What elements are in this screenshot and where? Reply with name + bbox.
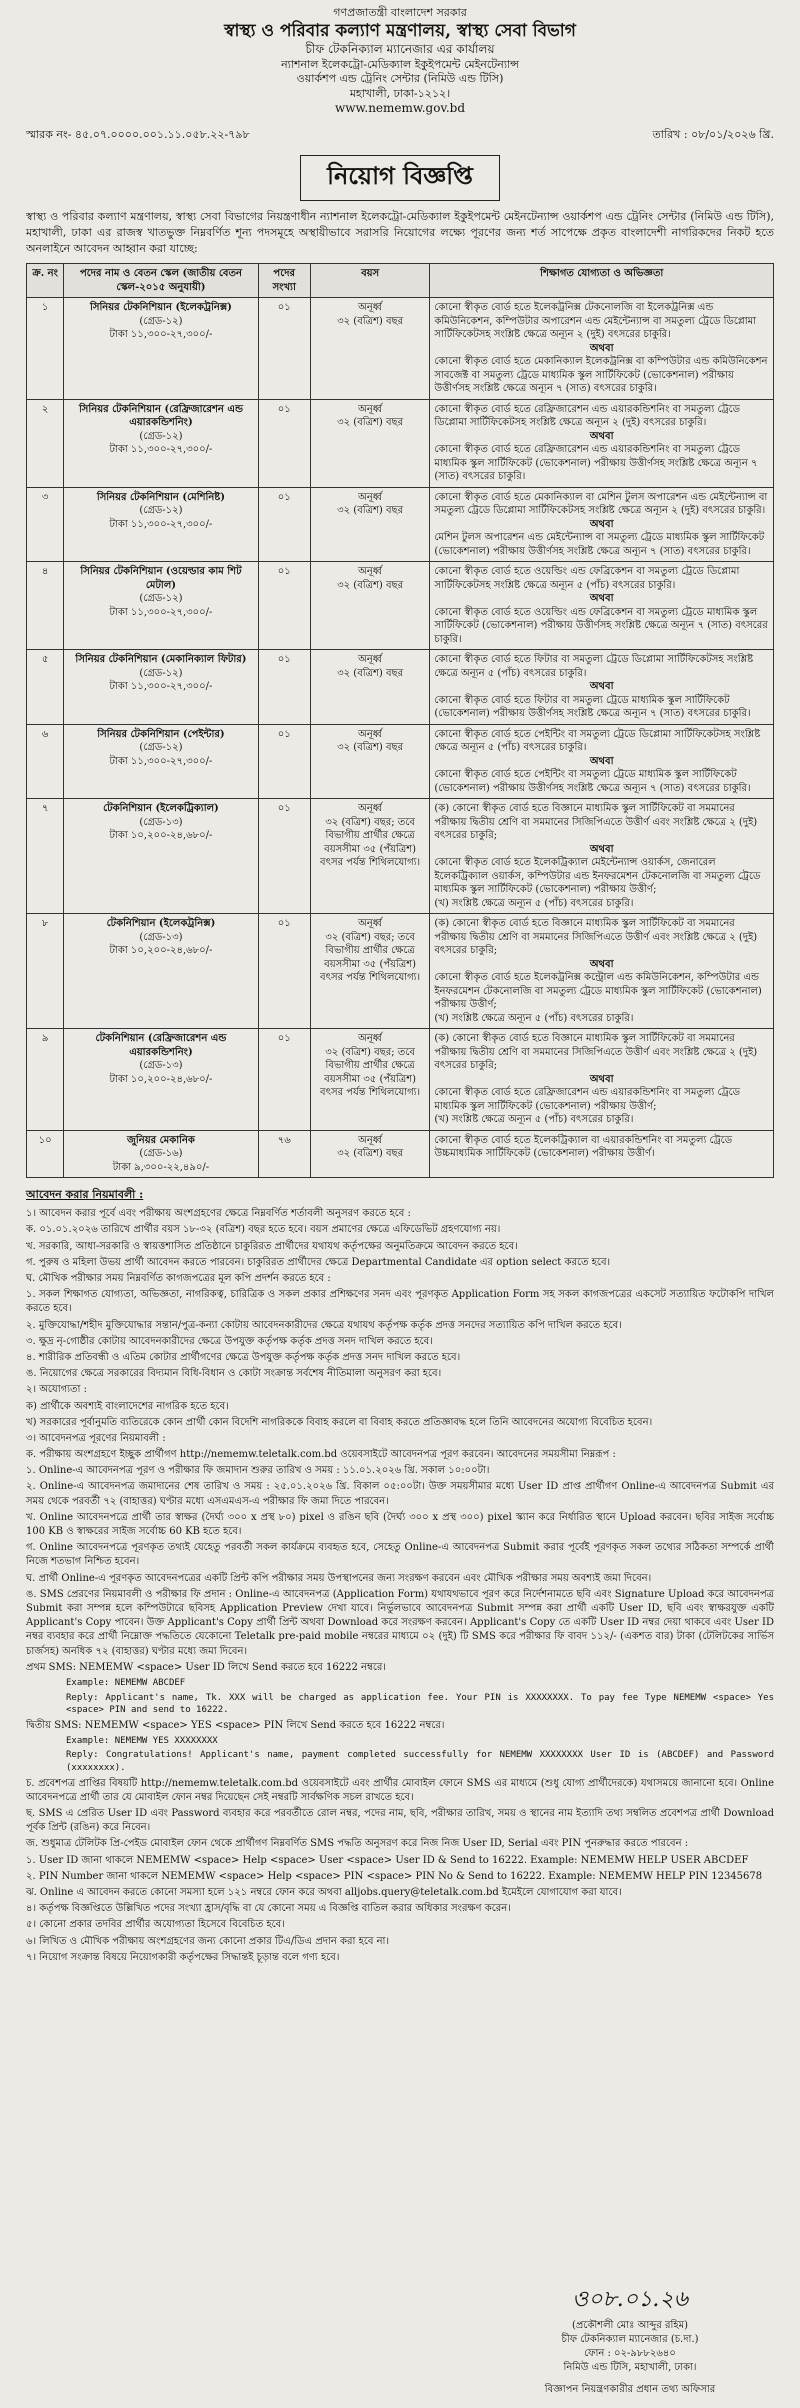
table-row (27, 799, 774, 914)
cell-qualification (430, 298, 774, 400)
office-line: চীফ টেকনিক্যাল ম্যানেজার এর কার্যালয় (305, 42, 495, 57)
rule-item: চ. প্রবেশপত্র প্রাপ্তির বিষয়টি http://nememw.teletalk.com.bd ওয়েবসাইটে এবং প্রার্থীর মোবাইল ফোনে SMS এর মাধ্যমে (শুধু যোগ্য প্রার্থীদেরকে) যথাসময়ে জানানো হবে। Online আবেদনপত্রে প্রার্থী তার যে মোবাইল ফোন নম্বর দিয়েছেন সেই নম্বরটি সার্বক্ষণিক সচল রাখতে হবে। (26, 1777, 774, 1803)
serial-no: ৯ (41, 1033, 49, 1045)
cell-serial (27, 1029, 64, 1131)
cell-post (64, 650, 258, 725)
post-pay-scale: টাকা ১১,৩০০-২৭,৩০০/- (109, 755, 213, 767)
cell-age (310, 650, 430, 725)
col-post: পদের নাম ও বেতন স্কেল (জাতীয় বেতন স্কেল-২০১৫ অনুযায়ী) (64, 264, 258, 298)
qualification-text: কোনো স্বীকৃত বোর্ড হতে ফিটার বা সমতুল্য ট্রেডে মাধ্যমিক স্কুল সার্টিফিকেট (ভোকেশনাল) পরীক্ষায় উত্তীর্ণসহ সংশ্লিষ্ট ক্ষেত্রে অন্যূন ৭ (সাত) বৎসরের চাকুরি। (434, 694, 751, 720)
post-grade: (গ্রেড-১৩) (139, 1060, 183, 1072)
org-line: ন্যাশনাল ইলেকট্রো-মেডিক্যাল ইকুইপমেন্ট মেইনটেন্যান্স (281, 57, 519, 71)
qualification-text: (খ) সংশ্লিষ্ট ক্ষেত্রে অন্যূন ৫ (পাঁচ) বৎসরের চাকুরি। (434, 1114, 634, 1126)
cell-age (310, 724, 430, 799)
qualification-text: কোনো স্বীকৃত বোর্ড হতে মেকানিক্যাল ইলেকট্রনিক্স বা কম্পিউটার এন্ড কমিউনিকেশন সাবজেক্ট বা সমতুল্য ট্রেডে মাধ্যমিক স্কুল সার্টিফিকেট (ভোকেশনাল) পরীক্ষায় উত্তীর্ণসহ সংশ্লিষ্ট ক্ষেত্রে অন্যূন ৭ (সাত) বৎসরের চাকুরি। (434, 356, 768, 395)
post-count: ০১ (277, 566, 291, 578)
post-name: জুনিয়র মেকানিক (126, 1134, 195, 1146)
serial-no: ৫ (41, 654, 49, 666)
serial-no: ২ (41, 403, 49, 415)
post-count: ০১ (277, 491, 291, 503)
rule-item: Reply: Applicant's name, Tk. XXX will be charged as application fee. Your PIN is XXXXXXXX. To pay fee Type NEMEMW <space> Yes <space> PIN and send to 16222. (66, 1692, 774, 1716)
post-grade: (গ্রেড-১২) (139, 667, 183, 679)
signature-block (520, 2285, 740, 2397)
cell-count (258, 298, 310, 400)
qualification-text: কোনো স্বীকৃত বোর্ড হতে পেইন্টিং বা সমতুল্য ট্রেডে মাধ্যমিক স্কুল সার্টিফিকেট (ভোকেশনাল) পরীক্ষায় উত্তীর্ণসহ সংশ্লিষ্ট ক্ষেত্রে অন্যূন ৭ (সাত) বৎসরের চাকুরি। (434, 769, 751, 794)
serial-no: ১ (41, 302, 49, 314)
rule-item: ক) প্রার্থীকে অবশ্যই বাংলাদেশের নাগরিক হতে হবে। (26, 1400, 229, 1412)
rule-item: ২. Online-এ আবেদনপত্র জমাদানের শেষ তারিখ ও সময় : ২৫.০১.২০২৬ খ্রি. বিকাল ০৫:০০টা। উক্ত সময়সীমার মধ্যে User ID প্রাপ্ত প্রার্থীগণ Online-এ আবেদনপত্র Submit এর সময় থেকে পরবর্তী ৭২ (বাহাত্তর) ঘণ্টার মধ্যে এসএমএস-এ পরীক্ষার ফি জমা দিতে পারবেন। (26, 1481, 774, 1507)
distribution-line: বিজ্ঞাপন নিয়ন্ত্রণকারীর প্রধান তথ্য অফিসার (544, 2384, 716, 2395)
cell-qualification (430, 487, 774, 562)
cell-post (64, 487, 258, 562)
cell-serial (27, 650, 64, 725)
post-pay-scale: টাকা ১১,৩০০-২৭,৩০০/- (109, 329, 213, 341)
qualification-text: কোনো স্বীকৃত বোর্ড হতে ওয়েল্ডিং এন্ড ফেব্রিকেশন বা সমতুল্য ট্রেডে মাধ্যমিক স্কুল সার্টিফিকেট (ভোকেশনাল) পরীক্ষায় উত্তীর্ণসহ সংশ্লিষ্ট ক্ষেত্রে অন্যূন ৭ (সাত) বৎসরের চাকুরি। (434, 606, 768, 645)
rule-item: ৩. ক্ষুদ্র নৃ-গোষ্ঠীর কোটায় আবেদনকারীদের ক্ষেত্রে উপযুক্ত কর্তৃপক্ষ কর্তৃক প্রদত্ত সনদ দাখিল করতে হবে। (26, 1335, 433, 1347)
signer-org: নিমিউ এন্ড টিসি, মহাখালী, ঢাকা। (563, 2362, 697, 2373)
post-count: ০১ (277, 1033, 291, 1045)
cell-age (310, 799, 430, 914)
cell-qualification (430, 724, 774, 799)
rule-item: ঘ. মৌখিক পরীক্ষার সময় নিম্নবর্ণিত কাগজপত্রের মূল কপি প্রদর্শন করতে হবে : (26, 1273, 331, 1285)
cell-post (64, 298, 258, 400)
qualification-text: কোনো স্বীকৃত বোর্ড হতে ফিটার বা সমতুল্য ট্রেডে ডিপ্লোমা সার্টিফিকেটসহ সংশ্লিষ্ট ক্ষেত্রে অন্যূন ৫ (পাঁচ) বৎসরের চাকুরি। (434, 654, 754, 679)
cell-qualification (430, 1029, 774, 1131)
rule-item: ২। অযোগ্যতা : (26, 1384, 88, 1396)
table-row (27, 1130, 774, 1178)
rule-item: ১। আবেদন করার পূর্বে এবং পরীক্ষায় অংশগ্রহণের ক্ষেত্রে নিম্নবর্ণিত শর্তাবলী অনুসরণ করতে হবে : (26, 1208, 411, 1220)
serial-no: ৬ (41, 728, 49, 740)
or-separator: অথবা (589, 958, 614, 970)
age-limit: ৩২ (বত্রিশ) বছর; তবে বিভাগীয় প্রার্থীর ক্ষেত্রে বয়সসীমা ৩৫ (পঁয়ত্রিশ) বৎসর পর্যন্ত শিথিলযোগ্য। (320, 816, 421, 869)
qualification-text: কোনো স্বীকৃত বোর্ড হতে ইলেকট্রনিক্স কন্ট্রোল এন্ড কমিউনিকেশন, কম্পিউটার এন্ড ইনফরমেশন টেকনোলজি বা সমতুল্য ট্রেডে মাধ্যমিক স্কুল সার্টিফিকেট (ভোকেশনাল) পরীক্ষায় উত্তীর্ণ; (434, 972, 762, 1011)
or-separator: অথবা (589, 430, 614, 442)
qualification-text: কোনো স্বীকৃত বোর্ড হতে মেকানিক্যাল বা মেশিন টুলস অপারেশন এন্ড মেইন্টেন্যান্স বা সমতুল্য ট্রেডে ডিপ্লোমা সার্টিফিকেটসহ সংশ্লিষ্ট ক্ষেত্রে অন্যূন ২ (দুই) বৎসরের চাকুরি। (434, 491, 768, 517)
rule-item: Reply: Congratulations! Applicant's name, payment completed successfully for NEMEMW XXXXXXXX User ID is (ABCDEF) and Password (xxxxxxxx). (66, 1750, 774, 1774)
ministry-line: স্বাস্থ্য ও পরিবার কল্যাণ মন্ত্রণালয়, স্বাস্থ্য সেবা বিভাগ (224, 21, 576, 42)
post-name: সিনিয়র টেকনিশিয়ান (মেশিনিষ্ট) (96, 491, 226, 503)
table-row (27, 487, 774, 562)
serial-no: ১০ (38, 1134, 52, 1146)
age-limit-label: অনূর্ধ্ব (358, 918, 383, 930)
post-grade: (গ্রেড-১২) (139, 505, 183, 517)
rule-item: ছ. SMS এ প্রেরিত User ID এবং Password ব্যবহার করে পরবর্তীতে রোল নম্বর, পদের নাম, ছবি, পরীক্ষার তারিখ, সময় ও স্থানের নাম ইত্যাদি তথ্য সম্বলিত প্রবেশপত্র প্রার্থী Download পূর্বক প্রিন্ট (রঙিন) করে নিবেন। (26, 1808, 774, 1834)
rule-item: ঙ. SMS প্রেরণের নিয়মাবলী ও পরীক্ষার ফি প্রদান : Online-এ আবেদনপত্র (Application Form) যথাযথভাবে পূরণ করে নির্দেশনামতে ছবি এবং Signature Upload করে আবেদনপত্র Submit করা সম্পন্ন হলে কম্পিউটারে ছবিসহ Application Preview দেখা যাবে। নির্ভুলভাবে আবেদনপত্র Submit সম্পন্ন করা প্রার্থী একটি User ID, ছবি এবং স্বাক্ষরযুক্ত একটি Applicant's Copy পাবেন। উক্ত Applicant's Copy প্রার্থী প্রিন্ট অথবা Download করে সংরক্ষণ করবেন। Applicant's Copy তে একটি User ID নম্বর দেয়া থাকবে এবং User ID নম্বর ব্যবহার করে প্রার্থী নিম্নোক্ত পদ্ধতিতে যেকোনো Teletalk pre-paid mobile নম্বরের মাধ্যমে ০২ (দুই) টি SMS করে পরীক্ষার ফি বাবদ ১১২/- (একশত বার) টাকা (টেলিটকের সার্ভিস চার্জসহ) অনধিক ৭২ (বাহাত্তর) ঘণ্টার মধ্যে জমা দিবেন। (26, 1588, 774, 1657)
rule-item: ক. পরীক্ষায় অংশগ্রহণে ইচ্ছুক প্রার্থীগণ http://nememw.teletalk.com.bd ওয়েবসাইটে আবেদনপত্র পূরণ করবেন। আবেদনের সময়সীমা নিম্নরূপ : (26, 1449, 616, 1461)
post-count: ০১ (277, 302, 291, 314)
cell-count (258, 914, 310, 1029)
age-limit-label: অনূর্ধ্ব (358, 302, 383, 314)
qualification-text: (ক) কোনো স্বীকৃত বোর্ড হতে বিজ্ঞানে মাধ্যমিক স্কুল সার্টিফিকেট বা সমমানের পরীক্ষায় দ্বিতীয় শ্রেণি বা সমমানের সিজিপিএতে উত্তীর্ণ এবং সংশ্লিষ্ট ক্ষেত্রে ২ (দুই) বৎসরের চাকুরি; (434, 1033, 758, 1072)
age-limit-label: অনূর্ধ্ব (358, 803, 383, 815)
post-pay-scale: টাকা ৯,৩০০-২২,৪৯০/- (112, 1161, 210, 1173)
cell-qualification (430, 1130, 774, 1178)
post-grade: (গ্রেড-১৩) (139, 931, 183, 943)
rule-item: Example: NEMEMW YES XXXXXXXX (66, 1735, 218, 1746)
rule-item: ১. Online-এ আবেদনপত্র পূরণ ও পরীক্ষার ফি জমাদান শুরুর তারিখ ও সময় : ১১.০১.২০২৬ খ্রি. সকাল ১০:০০টা। (26, 1465, 490, 1477)
cell-count (258, 562, 310, 650)
cell-qualification (430, 650, 774, 725)
qualification-text: মেশিন টুলস অপারেশন এন্ড মেইন্টেন্যান্স বা সমতুল্য ট্রেডে মাধ্যমিক স্কুল সার্টিফিকেট (ভোকেশনাল) পরীক্ষায় উত্তীর্ণসহ সংশ্লিষ্ট ক্ষেত্রে অন্যূন ৭ (সাত) বৎসরের চাকুরি। (434, 532, 765, 557)
cell-post (64, 399, 258, 487)
cell-serial (27, 562, 64, 650)
col-serial: ক্র. নং (27, 264, 64, 298)
cell-post (64, 562, 258, 650)
age-limit-label: অনূর্ধ্ব (358, 728, 383, 740)
post-name: টেকনিশিয়ান (রেফ্রিজারেশন এন্ড এয়ারকন্ডিশনিং) (95, 1033, 227, 1058)
workshop-line: ওয়ার্কশপ এন্ড ট্রেনিং সেন্টার (নিমিউ এন্ড টিসি) (296, 72, 504, 86)
or-separator: অথবা (589, 843, 614, 855)
cell-count (258, 799, 310, 914)
cell-count (258, 650, 310, 725)
age-limit: ৩২ (বত্রিশ) বছর (337, 315, 404, 327)
age-limit: ৩২ (বত্রিশ) বছর (337, 417, 404, 429)
post-name: টেকনিশিয়ান (ইলেকট্রিক্যাল) (103, 803, 219, 815)
col-qualification: শিক্ষাগত যোগ্যতা ও অভিজ্ঞতা (430, 264, 774, 298)
qualification-text: কোনো স্বীকৃত বোর্ড হতে রেফ্রিজারেশন এন্ড এয়ারকন্ডিশনিং বা সমতুল্য ট্রেডে ডিপ্লোমা সার্টিফিকেটসহ সংশ্লিষ্ট ক্ষেত্রে অন্যূন ২ (দুই) বৎসরের চাকুরি। (434, 403, 741, 429)
rule-item: ১. সকল শিক্ষাগত যোগ্যতা, অভিজ্ঞতা, নাগরিকত্ব, চারিত্রিক ও সকল প্রকার প্রশিক্ষণের সনদ এবং পূরণকৃত Application Form সহ সকল কাগজপত্রের একসেট সত্যায়িত ফটোকপি দাখিল করতে হবে। (26, 1289, 774, 1315)
post-grade: (গ্রেড-১২) (139, 593, 183, 605)
cell-serial (27, 724, 64, 799)
age-limit: ৩২ (বত্রিশ) বছর (337, 579, 404, 591)
rule-item: গ. পুরুষ ও মহিলা উভয় প্রার্থী আবেদন করতে পারবেন। চাকুরিরত প্রার্থীদের ক্ষেত্রে Departmental Candidate এর option select করতে হবে। (26, 1256, 611, 1268)
cell-count (258, 724, 310, 799)
notice-title: নিয়োগ বিজ্ঞপ্তি (300, 155, 500, 201)
cell-qualification (430, 562, 774, 650)
col-count: পদের সংখ্যা (258, 264, 310, 298)
table-row (27, 724, 774, 799)
reference-row (26, 126, 774, 145)
cell-serial (27, 298, 64, 400)
rule-item: ২. মুক্তিযোদ্ধা/শহীদ মুক্তিযোদ্ধার সন্তান/পুত্র-কন্যা কোটায় আবেদনকারীদের ক্ষেত্রে যথাযথ কর্তৃপক্ষ কর্তৃক প্রদত্ত সনদের সত্যায়িত কপি দাখিল করতে হবে। (26, 1319, 622, 1331)
or-separator: অথবা (589, 518, 614, 530)
post-name: সিনিয়র টেকনিশিয়ান (মেকানিক্যাল ফিটার) (75, 654, 247, 666)
signer-designation: চীফ টেকনিক্যাল ম্যানেজার (চ.দা.) (561, 2334, 699, 2345)
post-grade: (গ্রেড-১২) (139, 315, 183, 327)
cell-age (310, 298, 430, 400)
rule-item: ৫। কোনো প্রকার তদবির প্রার্থীর অযোগ্যতা হিসেবে বিবেচিত হবে। (26, 1919, 285, 1931)
table-row (27, 914, 774, 1029)
post-pay-scale: টাকা ১০,২০০-২৪,৬৮০/- (109, 945, 213, 957)
rule-item: ৭। নিয়োগ সংক্রান্ত বিষয়ে নিয়োগকারী কর্তৃপক্ষের সিদ্ধান্তই চূড়ান্ত বলে গণ্য হবে। (26, 1951, 340, 1963)
cell-age (310, 914, 430, 1029)
rule-item: ক. ০১.০১.২০২৬ তারিখে প্রার্থীর বয়স ১৮-৩২ (বত্রিশ) বছর হতে হবে। বয়স প্রমাণের ক্ষেত্রে এফিডেভিট গ্রহণযোগ্য নয়। (26, 1224, 501, 1236)
or-separator: অথবা (589, 755, 614, 767)
serial-no: ৪ (41, 566, 49, 578)
rule-item: ৪। কর্তৃপক্ষ বিজ্ঞপ্তিতে উল্লিখিত পদের সংখ্যা হ্রাস/বৃদ্ধি বা যে কোনো সময় এ বিজ্ঞপ্তি বাতিল করার অধিকার সংরক্ষণ করেন। (26, 1903, 511, 1915)
cell-age (310, 562, 430, 650)
cell-count (258, 1029, 310, 1131)
post-count: ৭৬ (277, 1134, 291, 1146)
rule-item: ঝ. Online এ আবেদন করতে কোনো সমস্যা হলে ১২১ নম্বরে ফোন করে অথবা alljobs.query@teletalk.com.bd ইমেইলে যোগাযোগ করা যাবে। (26, 1886, 622, 1898)
or-separator: অথবা (589, 1073, 614, 1085)
table-row (27, 298, 774, 400)
age-limit-label: অনূর্ধ্ব (358, 1134, 383, 1146)
age-limit-label: অনূর্ধ্ব (358, 566, 383, 578)
rule-item: ৩। আবেদনপত্র পূরণের নিয়মাবলী : (26, 1432, 166, 1444)
cell-qualification (430, 399, 774, 487)
post-count: ০১ (277, 803, 291, 815)
rule-item: Example: NEMEMW ABCDEF (66, 1677, 186, 1688)
col-age: বয়স (310, 264, 430, 298)
cell-age (310, 399, 430, 487)
post-grade: (গ্রেড-১২) (139, 430, 183, 442)
age-limit-label: অনূর্ধ্ব (358, 403, 383, 415)
cell-qualification (430, 914, 774, 1029)
signer-phone: ফোন : ০২-৯৮৮২৬৪০ (584, 2348, 676, 2359)
table-row (27, 650, 774, 725)
rule-item: ৪. শারীরিক প্রতিবন্ধী ও এতিম কোটার প্রার্থীগণের ক্ষেত্রে উপযুক্ত কর্তৃপক্ষ কর্তৃক প্রদত্ত সনদ দাখিল করতে হবে। (26, 1351, 461, 1363)
or-separator: অথবা (589, 593, 614, 605)
qualification-text: কোনো স্বীকৃত বোর্ড হতে রেফ্রিজারেশন এন্ড এয়ারকন্ডিশনিং বা সমতুল্য ট্রেডে মাধ্যমিক স্কুল সার্টিফিকেট (ভোকেশনাল) পরীক্ষায় উত্তীর্ণ; (434, 1087, 741, 1112)
post-grade: (গ্রেড-১৩) (139, 816, 183, 828)
post-pay-scale: টাকা ১১,৩০০-২৭,৩০০/- (109, 606, 213, 618)
rule-item: ৬। লিখিত ও মৌখিক পরীক্ষায় অংশগ্রহণের জন্য কোনো প্রকার টিএ/ডিএ প্রদান করা হবে না। (26, 1935, 390, 1947)
post-count: ০১ (277, 403, 291, 415)
cell-count (258, 399, 310, 487)
post-grade: (গ্রেড-১২) (139, 742, 183, 754)
cell-count (258, 487, 310, 562)
cell-age (310, 1130, 430, 1178)
rule-item: গ. Online আবেদনপত্রে পূরণকৃত তথ্যই যেহেতু পরবর্তী সকল কার্যক্রমে ব্যবহৃত হবে, সেহেতু Online-এ আবেদনপত্র Submit করার পূর্বেই পূরণকৃত সকল তথ্যের সঠিকতা সম্পর্কে প্রার্থী নিজে শতভাগ নিশ্চিত হবেন। (26, 1542, 774, 1568)
rule-item: ১. User ID জানা থাকলে NEMEMW <space> Help <space> User <space> User ID & Send to 16222. Example: NEMEMW HELP USER ABCDEF (26, 1854, 749, 1866)
qualification-text: কোনো স্বীকৃত বোর্ড হতে পেইন্টিং বা সমতুল্য ট্রেডে ডিপ্লোমা সার্টিফিকেটসহ সংশ্লিষ্ট ক্ষেত্রে অন্যূন ৫ (পাঁচ) বৎসরের চাকুরি। (434, 728, 761, 754)
qualification-text: (খ) সংশ্লিষ্ট ক্ষেত্রে অন্যূন ৫ (পাঁচ) বৎসরের চাকুরি। (434, 897, 634, 909)
post-name: সিনিয়র টেকনিশিয়ান (রেফ্রিজারেশন এন্ড এয়ারকন্ডিশনিং) (78, 403, 243, 429)
gov-line: গণপ্রজাতন্ত্রী বাংলাদেশ সরকার (333, 6, 467, 19)
cell-age (310, 1029, 430, 1131)
age-limit: ৩২ (বত্রিশ) বছর (337, 667, 404, 679)
post-name: টেকনিশিয়ান (ইলেকট্রনিক্স) (106, 918, 216, 930)
rule-item: প্রথম SMS: NEMEMW <space> User ID লিখে Send করতে হবে 16222 নম্বরে। (26, 1661, 387, 1673)
age-limit-label: অনূর্ধ্ব (358, 491, 383, 503)
age-limit-label: অনূর্ধ্ব (358, 654, 383, 666)
serial-no: ৮ (41, 918, 49, 930)
cell-qualification (430, 799, 774, 914)
post-pay-scale: টাকা ১০,২০০-২৪,৬৮০/- (109, 1073, 213, 1085)
signature-scribble: ও০৮.০১.২৬ (572, 2287, 688, 2312)
qualification-text: (খ) সংশ্লিষ্ট ক্ষেত্রে অন্যূন ৫ (পাঁচ) বৎসরের চাকুরি। (434, 1012, 634, 1024)
age-limit: ৩২ (বত্রিশ) বছর (337, 1148, 404, 1160)
age-limit: ৩২ (বত্রিশ) বছর (337, 505, 404, 517)
address-line: মহাখালী, ঢাকা-১২১২। (349, 86, 451, 100)
cell-age (310, 487, 430, 562)
rules-list (26, 1207, 774, 1965)
cell-post (64, 914, 258, 1029)
cell-serial (27, 799, 64, 914)
cell-post (64, 724, 258, 799)
posts-table (26, 263, 774, 1178)
cell-count (258, 1130, 310, 1178)
cell-serial (27, 914, 64, 1029)
signer-name: (প্রকৌশলী মোঃ আব্দুর রহিম) (571, 2320, 689, 2331)
post-count: ০১ (277, 918, 291, 930)
rule-item: খ. Online আবেদনপত্রে প্রার্থী তার স্বাক্ষর (দৈর্ঘ্য ৩০০ x প্রস্থ ৮০) pixel ও রঙিন ছবি (দৈর্ঘ্য ৩০০ x প্রস্থ ৩০০) pixel স্ক্যান করে নির্ধারিত স্থানে Upload করবেন। ছবির সাইজ সর্বোচ্চ 100 KB ও স্বাক্ষরের সাইজ সর্বোচ্চ 60 KB হতে হবে। (26, 1511, 774, 1538)
post-name: সিনিয়র টেকনিশিয়ান (ওয়েল্ডার কাম শিট মেটাল) (80, 566, 242, 591)
or-separator: অথবা (589, 342, 614, 354)
rule-item: খ) সরকারের পূর্বানুমতি ব্যতিরেকে কোন প্রার্থী কোন বিদেশি নাগরিককে বিবাহ করলে বা বিবাহ করতে প্রতিজ্ঞাবদ্ধ হলে তিনি আবেদনের অযোগ্য বিবেচিত হবেন। (26, 1416, 653, 1428)
cell-post (64, 799, 258, 914)
age-limit: ৩২ (বত্রিশ) বছর (337, 742, 404, 754)
qualification-text: কোনো স্বীকৃত বোর্ড হতে ইলেকট্রিক্যাল মেইন্টেন্যান্স ওয়ার্কস, জেনারেল ইলেকট্রিক্যাল ওয়ার্কস, কম্পিউটার এন্ড ইনফরমেশন টেকনোলজি বা সমতুল্য ট্রেডে মাধ্যমিক স্কুল সার্টিফিকেট (ভোকেশনাল) পরীক্ষায় উত্তীর্ণ; (434, 857, 761, 896)
letterhead (26, 6, 774, 116)
cell-serial (27, 487, 64, 562)
post-name: সিনিয়র টেকনিশিয়ান (পেইন্টার) (97, 728, 225, 740)
cell-post (64, 1029, 258, 1131)
qualification-text: কোনো স্বীকৃত বোর্ড হতে ইলেকট্রিক্যাল বা এয়ারকন্ডিশনিং বা সমতুল্য ট্রেডে উচ্চমাধ্যমিক সার্টিফিকেট (ভোকেশনাল) পরীক্ষায় উত্তীর্ণ। (434, 1134, 733, 1160)
serial-no: ৩ (41, 491, 49, 503)
rule-item: জ. শুধুমাত্র টেলিটক প্রি-পেইড মোবাইল ফোন থেকে প্রার্থীগণ নিম্নবর্ণিত SMS পদ্ধতি অনুসরণ করে নিজ নিজ User ID, Serial এবং PIN পুনরুদ্ধার করতে পারবেন : (26, 1838, 689, 1850)
notice-date: তারিখ : ০৮/০১/২০২৬ খ্রি. (652, 128, 774, 142)
rule-item: ঘ. প্রার্থী Online-এ পূরণকৃত আবেদনপত্রের একটি প্রিন্ট কপি পরীক্ষার সময় উপস্থাপনের জন্য সংরক্ষণ করবেন এবং মৌখিক পরীক্ষার সময় অবশ্যই জমা দিবেন। (26, 1572, 652, 1584)
cell-serial (27, 399, 64, 487)
table-row (27, 562, 774, 650)
rule-item: খ. সরকারি, আধা-সরকারি ও স্বায়ত্তশাসিত প্রতিষ্ঠানে চাকুরিরত প্রার্থীদের যথাযথ কর্তৃপক্ষের অনুমতিক্রমে আবেদন করতে হবে। (26, 1240, 518, 1252)
post-name: সিনিয়র টেকনিশিয়ান (ইলেকট্রনিক্স) (89, 302, 232, 314)
cell-serial (27, 1130, 64, 1178)
post-pay-scale: টাকা ১১,৩০০-২৭,৩০০/- (109, 681, 213, 693)
rule-item: দ্বিতীয় SMS: NEMEMW <space> YES <space> PIN লিখে Send করতে হবে 16222 নম্বরে। (26, 1719, 445, 1731)
post-grade: (গ্রেড-১৬) (139, 1148, 183, 1160)
rule-item: ২. PIN Number জানা থাকলে NEMEMW <space> Help <space> PIN <space> PIN No & Send to 16222. Example: NEMEMW HELP PIN 12345678 (26, 1870, 763, 1882)
post-pay-scale: টাকা ১১,৩০০-২৭,৩০০/- (109, 444, 213, 456)
qualification-text: (ক) কোনো স্বীকৃত বোর্ড হতে বিজ্ঞানে মাধ্যমিক স্কুল সার্টিফিকেট বা সমমানের পরীক্ষায় দ্বিতীয় শ্রেণি বা সমমানের সিজিপিএতে উত্তীর্ণ এবং সংশ্লিষ্ট ক্ষেত্রে ২ (দুই) বৎসরের চাকুরি; (434, 918, 758, 957)
rules-title: আবেদন করার নিয়মাবলী : (26, 1188, 144, 1202)
age-limit-label: অনূর্ধ্ব (358, 1033, 383, 1045)
age-limit: ৩২ (বত্রিশ) বছর; তবে বিভাগীয় প্রার্থীর ক্ষেত্রে বয়সসীমা ৩৫ (পঁয়ত্রিশ) বৎসর পর্যন্ত শিথিলযোগ্য। (320, 1046, 421, 1099)
qualification-text: কোনো স্বীকৃত বোর্ড হতে রেফ্রিজারেশন এন্ড এয়ারকন্ডিশনিং বা সমতুল্য ট্রেডে মাধ্যমিক স্কুল সার্টিফিকেট (ভোকেশনাল) পরীক্ষায় উত্তীর্ণসহ সংশ্লিষ্ট ক্ষেত্রে অন্যূন ৭ (সাত) বৎসরের চাকুরি। (434, 444, 758, 483)
post-count: ০১ (277, 654, 291, 666)
or-separator: অথবা (589, 681, 614, 693)
website-link[interactable]: www.nememw.gov.bd (335, 100, 465, 115)
serial-no: ৭ (41, 803, 49, 815)
qualification-text: (ক) কোনো স্বীকৃত বোর্ড হতে বিজ্ঞানে মাধ্যমিক স্কুল সার্টিফিকেট বা সমমানের পরীক্ষায় দ্বিতীয় শ্রেণি বা সমমানের সিজিপিএতে উত্তীর্ণ এবং সংশ্লিষ্ট ক্ষেত্রে ২ (দুই) বৎসরের চাকুরি; (434, 803, 758, 842)
cell-post (64, 1130, 258, 1178)
post-pay-scale: টাকা ১০,২০০-২৪,৬৮০/- (109, 830, 213, 842)
rule-item: ঙ. নিয়োগের ক্ষেত্রে সরকারের বিদ্যমান বিধি-বিধান ও কোটা সংক্রান্ত সর্বশেষ নীতিমালা অনুসরণ করা হবে। (26, 1368, 442, 1380)
post-pay-scale: টাকা ১১,৩০০-২৭,৩০০/- (109, 518, 213, 530)
qualification-text: কোনো স্বীকৃত বোর্ড হতে ইলেকট্রনিক্স টেকনোলজি বা ইলেকট্রনিক্স এন্ড কমিউনিকেশন, কম্পিউটার অপারেশন এন্ড মেইন্টেন্যান্স বা সমতুল্য ট্রেডে ডিপ্লোমা সার্টিফিকেটসহ সংশ্লিষ্ট ক্ষেত্রে অন্যূন ২ (দুই) বৎসরের চাকুরি। (434, 302, 757, 341)
table-row (27, 399, 774, 487)
posts-table-header (27, 264, 774, 298)
qualification-text: কোনো স্বীকৃত বোর্ড হতে ওয়েল্ডিং এন্ড ফেব্রিকেশন বা সমতুল্য ট্রেডে ডিপ্লোমা সার্টিফিকেটসহ সংশ্লিষ্ট ক্ষেত্রে অন্যূন ৫ (পাঁচ) বৎসরের চাকুরি। (434, 566, 740, 591)
intro-paragraph: স্বাস্থ্য ও পরিবার কল্যাণ মন্ত্রণালয়, স্বাস্থ্য সেবা বিভাগের নিয়ন্ত্রণাধীন ন্যাশনাল ইলেকট্রো-মেডিক্যাল ইকুইপমেন্ট মেইনটেন্যান্স ওয়ার্কশপ এন্ড ট্রেনিং সেন্টার (নিমিউ এন্ড টিসি), মহাখালী, ঢাকা এর রাজস্ব খাতভুক্ত নিম্নবর্ণিত শূন্য পদসমূহে অস্থায়ীভাবে সরাসরি নিয়োগের লক্ষ্যে পূরণের জন্য শর্ত সাপেক্ষে প্রকৃত বাংলাদেশী নাগরিকদের নিকট হতে অনলাইনে আবেদন আহ্বান করা যাচ্ছে: (26, 210, 774, 256)
table-row (27, 1029, 774, 1131)
age-limit: ৩২ (বত্রিশ) বছর; তবে বিভাগীয় প্রার্থীর ক্ষেত্রে বয়সসীমা ৩৫ (পঁয়ত্রিশ) বৎসর পর্যন্ত শিথিলযোগ্য। (320, 931, 421, 984)
post-count: ০১ (277, 728, 291, 740)
memo-number: স্মারক নং- ৪৫.০৭.০০০০.০০১.১১.০৫৮.২২-৭৯৮ (26, 128, 250, 142)
